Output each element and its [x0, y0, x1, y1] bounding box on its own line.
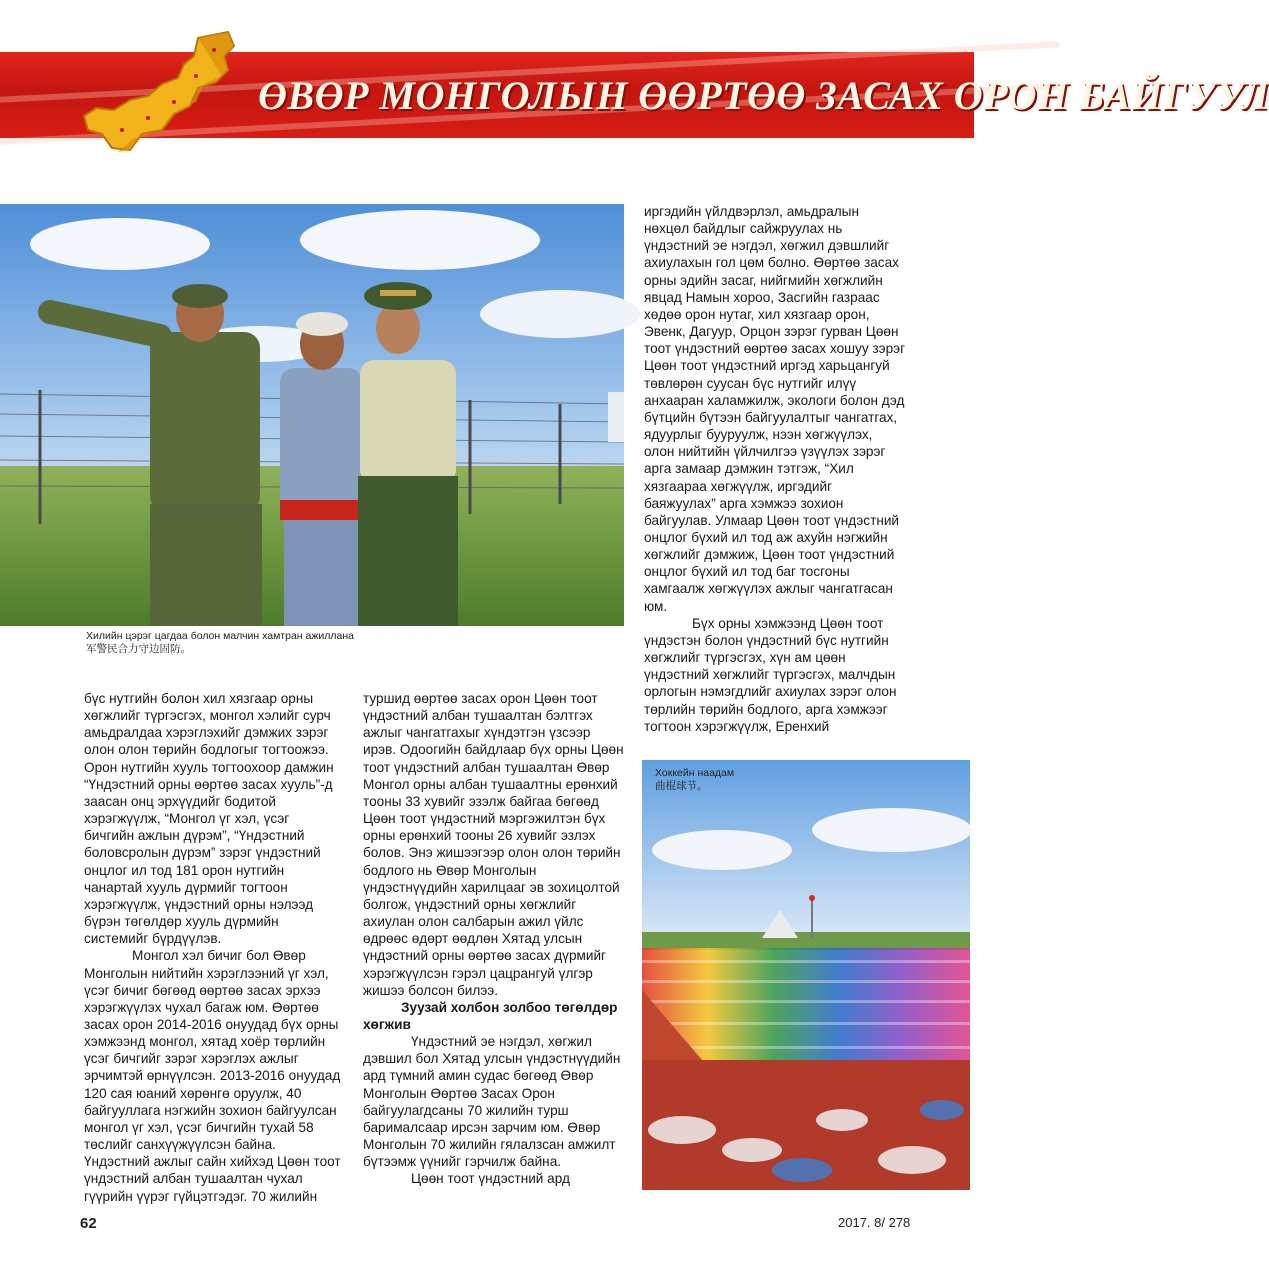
photo-caption-hockey [655, 767, 855, 793]
article-column-left [84, 690, 342, 1205]
article-paragraph: Монгол хэл бичиг бол Өвөр Монголын нийтийн хэрэглээний үг хэл, үсэг бичиг бөгөөд өөртөө засах эрхээ хэрэгжүүлэх чухал багаж юм. Өөртөө засах орон 2014-2016 онуудад бүх орны хэмжээнд монгол, хятад хоёр төрлийн үсэг бичгийг зэрэг хэрэглэх ажлыг эрчимтэй өрнүүлсэн. 2013-2016 онуудад 120 сая юаний хөрөнгө оруулж, 40 байгууллага нэгжийн зохион байгуулсан монгол үг хэл, үсэг бичгийн тухай 58 төслийг санхүүжүүлсэн байна. Үндэстний ажлыг сайн хийхэд Цөөн тоот үндэстний албан тушаалтан чухал гүүрийн үүрэг гүйцэтгэдэг. 70 жилийн [84, 948, 341, 1204]
article-paragraph: бүс нутгийн болон хил хязгаар орны хөгжлийг түргэсгэх, монгол хэлийг сурч амьдралдаа хэрэглэхийг дэмжих зэрэг олон олон төрийн бодлогыг тогтоожээ. Орон нутгийн хууль тогтоохоор дамжин “Үндэстний орны өөртөө засах хууль”-д заасан онц эрхүүдийг бодитой хэрэгжүүлж, “Монгол үг хэл, үсэг бичгийн ажлын дүрэм”, “Үндэстний боловсролын дүрэм” зэрэг үндэстний онцлог ил тод 181 орон нутгийн чанартай хууль дүрмийг тогтоон хэрэгжүүлж, үндэстний орны нэлээд бүрэн төгөлдөр хууль дүрмийн системийг бүрдүүлэв. [84, 691, 334, 947]
article-paragraph: Үндэстний эе нэгдэл, хөгжил дэвшил бол Хятад улсын үндэстнүүдийн ард түмний амин судас бөгөөд Өвөр Монголын Өөртөө Засах Орон байгуулагдсаны 70 жилийн турш барималсаар ирсэн зарчим юм. Өвөр Монголын 70 жилийн гялалзсан амжилт бүтээмж үүнийг гэрчилж байна. [363, 1034, 621, 1170]
caption-chinese: 军警民合力守边固防。 [86, 643, 191, 655]
section-heading: Зуузай холбон золбоо төгөлдөр хөгжив [363, 999, 618, 1032]
issue-number: 2017. 8/ 278 [838, 1215, 911, 1230]
page-title: ӨВӨР МОНГОЛЫН ӨӨРТӨӨ ЗАСАХ ОРОН БАЙГУУЛ [258, 73, 1269, 118]
page-number: 62 [80, 1215, 97, 1232]
article-paragraph: туршид өөртөө засах орон Цөөн тоот үндэстний албан тушаалтан бэлтгэх ажлыг чангатгахыг хүндэтгэн үзсээр ирэв. Одоогийн байдлаар бүх орны Цөөн тоот үндэстний албан тушаалтан Өвөр Монгол орны албан тушаалтны ерөнхий тооны 33 хувийг эзэлж байгаа бөгөөд Цөөн тоот үндэстний мэргэжилтэн бүх орны ерөнхий тооны 26 хувийг эзлэх болов. Энэ жишээгээр олон олон төрийн бодлого нь Өвөр Монголын үндэстнүүдийн харилцааг эв зохицолтой болгож, үндэстний орны хөгжлийг ахиулан олон салбарын ажил үйлс өдрөөс өдөрт өөдлөн Хятад улсын үндэстний орны өөртөө засах дүрмийг хэрэгжүүлсэн гэрэл цацрангуй үлгэр жишээ болсон билээ. [363, 691, 624, 998]
photo-caption-border [86, 630, 606, 656]
caption-mongolian: Хилийн цэрэг цагдаа болон малчин хамтран ажиллана [86, 630, 354, 642]
inner-mongolia-map-logo [78, 30, 258, 160]
article-paragraph: Бүх орны хэмжээнд Цөөн тоот үндэстэн болон үндэстний бүс нутгийн хөгжлийг түргэсгэх, хүн ам цөөн үндэстний хөгжлийг түргэсгэх, малчдын орлогын нэмэгдлийг ахиулах зэрэг олон төрлийн төрийн бодлого, арга хэмжээг тогтоон хэрэгжүүлж, Еренхий [644, 615, 897, 734]
border-guards-photo [0, 204, 624, 626]
article-paragraph: Цөөн тоот үндэстний ард [411, 1171, 570, 1187]
article-column-middle [363, 690, 625, 1188]
caption-mongolian: Хоккейн наадам [655, 767, 735, 779]
article-paragraph: иргэдийн үйлдвэрлэл, амьдралын нөхцөл байдлыг сайжруулах нь үндэстний эе нэгдэл, хөгжил дэвшлийг ахиулахын гол цөм болно. Өөртөө засах орны эдийн засаг, нийгмийн хөгжлийн явцад Намын хороо, Засгийн газраас хөдөө орон нутаг, хил хязгаар орон, Эвенк, Дагуур, Орцон зэрэг гурван Цөөн тоот үндэстний өөртөө засах хошуу зэрэг Цөөн тоот үндэстний иргэд харьцангуй төвлөрөн суусан бүс нутгийг илүү анхааран халамжилж, экологи болон дэд бүтцийн бүтээн байгуулалтыг чангатгах, ядуурлыг бууруулж, нээн хөгжүүлэх, олон нийтийн үйлчилгээ үзүүлэх зэрэг арга замаар дэмжин тэтгэж, “Хил хязгаараа хөгжүүлж, иргэдийг баяжуулах” арга хэмжээ зохион байгуулав. Улмаар Цөөн тоот үндэстний онцлог бүхий ил тод аж ахуйн нэгжийн хөгжлийг дэмжиж, Цөөн тоот үндэстний онцлог бүхий ил тод баг тосгоны хамгаалж хөгжүүлэх ажлыг чангатгасан юм. [644, 204, 906, 614]
article-column-right [644, 203, 906, 735]
caption-chinese: 曲棍球节。 [655, 780, 708, 792]
hockey-festival-photo [642, 760, 970, 1190]
